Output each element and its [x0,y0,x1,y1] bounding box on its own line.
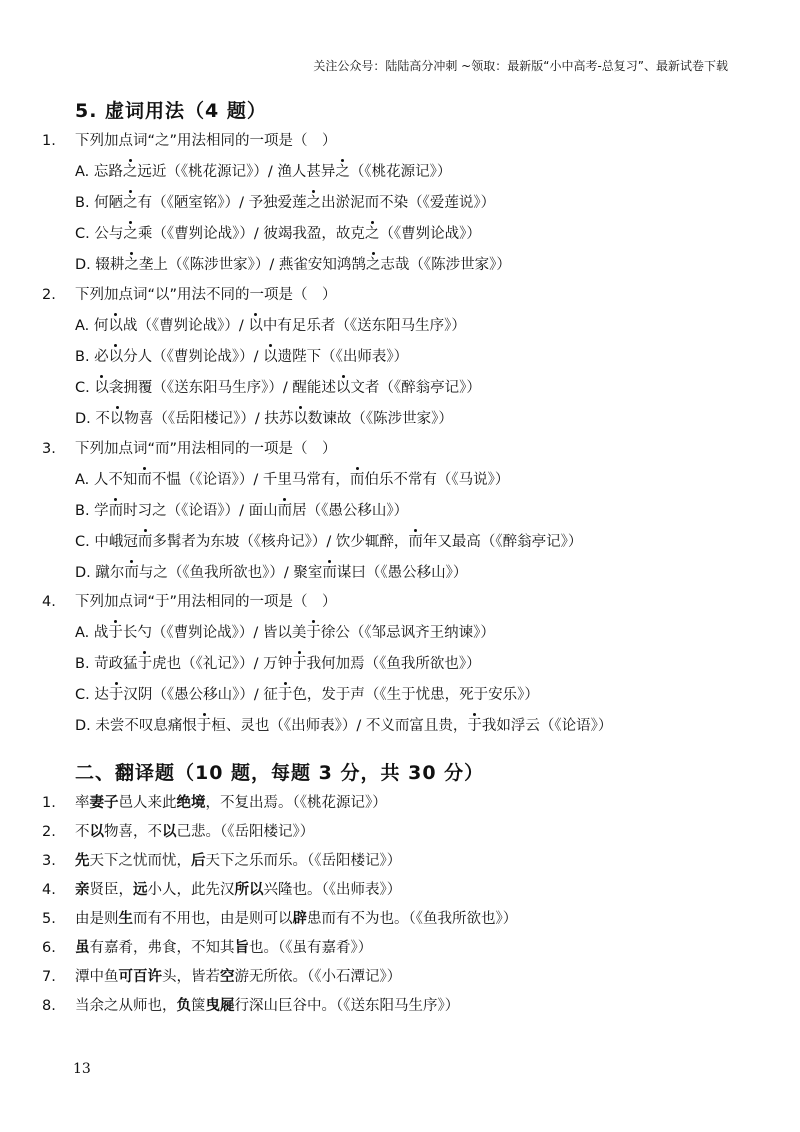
option-text [75,685,539,705]
section-2-title: 二、翻译题（10 题，每题 3 分，共 30 分） [75,762,485,784]
key-word: 以 [162,824,177,840]
option-part: A. 忘路 [75,164,123,180]
option-part: 徐公（《邹忌讽齐王纳谏》） [320,625,495,641]
option-part: B. 何陋 [75,195,124,211]
option-text [75,347,408,367]
item-part: 箧 [191,998,206,1014]
option-part: D. 蹴尔 [75,565,125,581]
item-part: 当余之从师也， [75,998,177,1014]
item-part: 贤臣， [89,882,133,898]
option-part: B. 必 [75,349,109,365]
key-word: 空 [220,969,235,985]
section-5-title: 5. 虚词用法（4 题） [75,100,267,122]
question-stem: 下列加点词“之”用法相同的一项是（ ） [75,133,337,149]
key-word: 可百许 [118,969,162,985]
item-part: 己悲。（《岳阳楼记》） [176,824,315,840]
option-part: C. 公与 [75,226,124,242]
option-part: 乘（《曹刿论战》）/ 彼竭我盈，故克 [137,226,365,242]
option-part: （《曹刿论战》） [379,226,481,242]
dotted-word: 而 [349,472,365,488]
option-part: 多髯者为东坡（《核舟记》）/ 饮少辄醉， [152,534,409,550]
option-part: 伯乐不常有（《马说》） [364,472,510,488]
option-part: C. 中峨冠 [75,534,138,550]
key-word: 先 [75,853,90,869]
dotted-word: 以 [108,349,124,365]
item-part: 有嘉肴，弗食，不知其 [89,940,235,956]
option-text [75,224,481,244]
dotted-word: 以 [248,318,263,334]
dotted-word: 之 [306,195,322,211]
option-text [75,162,451,182]
item-number: 7. [42,969,56,985]
option-part: 文者（《醉翁亭记》） [350,380,481,396]
option-part: 谋曰（《愚公移山》） [336,565,468,581]
item-text [75,938,372,958]
dotted-word: 以 [335,380,351,396]
option-part: 有（《陋室铭》）/ 予独爱莲 [137,195,307,211]
option-text [75,316,466,336]
dotted-word: 于 [108,625,123,641]
key-word: 绝境 [176,795,206,811]
dotted-word: 于 [292,656,307,672]
item-number: 4. [42,882,56,898]
dotted-word: 之 [335,164,350,180]
key-word: 曳屣 [205,998,235,1014]
item-part: 由是则 [75,911,119,927]
question-number: 4. [42,594,56,610]
option-part: B. 学 [75,503,109,519]
key-word: 妻子 [89,795,119,811]
option-part: D. 未尝不叹息痛恨 [75,718,197,734]
item-part: 患而有不为也。（《鱼我所欲也》） [307,911,518,927]
dotted-word: 而 [137,534,153,550]
key-word: 亲 [75,882,90,898]
dotted-word: 于 [306,625,321,641]
option-text [75,409,453,429]
option-text [75,193,495,213]
option-text [75,378,481,398]
dotted-word: 以 [263,349,278,365]
option-part: 我如浮云（《论语》） [481,718,613,734]
page-header: 关注公众号：陆陆高分冲刺 ~领取：最新版“小中高考-总复习”、最新试卷下载 [313,59,728,73]
option-part: 战（《曹刿论战》）/ [122,318,249,334]
dotted-word: 之 [122,164,138,180]
item-number: 5. [42,911,56,927]
question-stem: 下列加点词“于”用法相同的一项是（ ） [75,594,337,610]
item-part: 兴隆也。（《出师表》） [263,882,402,898]
option-part: 色，发于声（《生于忧患，死于安乐》） [292,687,539,703]
option-text [75,623,495,643]
option-part: 志哉（《陈涉世家》） [380,257,511,273]
key-word: 以 [89,824,104,840]
option-part: D. 不 [75,411,110,427]
option-part: 与之（《鱼我所欲也》）/ 聚室 [138,565,323,581]
item-number: 6. [42,940,56,956]
question-stem: 下列加点词“而”用法相同的一项是（ ） [75,441,337,457]
dotted-word: 以 [94,380,109,396]
key-word: 后 [191,853,206,869]
option-part: 中有足乐者（《送东阳马生序》） [262,318,466,334]
dotted-word: 而 [124,565,139,581]
item-part: 小人，此先汉 [147,882,235,898]
option-part: 出淤泥而不染（《爱莲说》） [321,195,496,211]
key-word: 远 [133,882,148,898]
option-text [75,654,481,674]
item-text [75,793,387,813]
page-number: 13 [73,1061,91,1077]
item-text [75,909,517,929]
option-part: A. 何 [75,318,109,334]
item-part: 也。（《虽有嘉肴》） [249,940,373,956]
key-word: 生 [118,911,133,927]
dotted-word: 以 [293,411,308,427]
dotted-word: 于 [137,656,153,672]
option-text [75,470,509,490]
question-number: 1. [42,133,56,149]
item-part: 行深山巨谷中。（《送东阳马生序》） [234,998,460,1014]
option-part: 我何加焉（《鱼我所欲也》） [306,656,481,672]
option-part: 不愠（《论语》）/ 千里马常有， [151,472,350,488]
item-part: 不 [75,824,90,840]
option-text [75,563,467,583]
item-number: 1. [42,795,56,811]
dotted-word: 于 [277,687,293,703]
item-part: 天下之忧而忧， [89,853,191,869]
dotted-word: 而 [277,503,293,519]
item-part: 天下之乐而乐。（《岳阳楼记》） [205,853,402,869]
dotted-word: 于 [467,718,482,734]
item-text [75,822,314,842]
key-word: 所以 [234,882,264,898]
item-part: 邑人来此 [118,795,177,811]
option-part: 垄上（《陈涉世家》）/ 燕雀安知鸿鹄 [138,257,366,273]
option-part: 桓、灵也（《出师表》）/ 不义而富且贵， [211,718,468,734]
item-part: 物喜，不 [104,824,162,840]
dotted-word: 而 [408,534,423,550]
option-part: 虎也（《礼记》）/ 万钟 [152,656,293,672]
dotted-word: 而 [322,565,337,581]
option-text [75,255,511,275]
option-part: C. [75,380,95,396]
option-text [75,716,612,736]
dotted-word: 之 [364,226,380,242]
dotted-word: 于 [108,687,124,703]
dotted-word: 而 [108,503,124,519]
dotted-word: 之 [365,257,381,273]
option-part: D. 辍耕 [75,257,125,273]
dotted-word: 以 [108,318,123,334]
dotted-word: 于 [196,718,212,734]
option-part: 数谏故（《陈涉世家》） [307,411,453,427]
item-part: ，不复出焉。（《桃花源记》） [205,795,387,811]
item-part: 潭中鱼 [75,969,119,985]
key-word: 负 [176,998,191,1014]
dotted-word: 之 [123,195,138,211]
option-part: 远近（《桃花源记》）/ 渔人甚异 [137,164,336,180]
option-part: A. 人不知 [75,472,138,488]
item-text [75,880,401,900]
dotted-word: 以 [109,411,125,427]
option-part: 长勺（《曹刿论战》）/ 皆以美 [122,625,307,641]
option-text [75,532,582,552]
option-part: 分人（《曹刿论战》）/ [123,349,264,365]
item-text [75,851,401,871]
option-text [75,501,408,521]
dotted-word: 而 [137,472,152,488]
option-part: 居（《愚公移山》） [292,503,409,519]
item-part: 头，皆若 [162,969,220,985]
question-number: 3. [42,441,56,457]
dotted-word: 之 [124,257,139,273]
item-text [75,996,459,1016]
option-part: 时习之（《论语》）/ 面山 [123,503,278,519]
option-part: 汉阴（《愚公移山》）/ 征 [123,687,278,703]
option-part: 物喜（《岳阳楼记》）/ 扶苏 [124,411,294,427]
option-part: （《桃花源记》） [349,164,452,180]
option-part: 遗陛下（《出师表》） [277,349,409,365]
option-part: C. 达 [75,687,109,703]
option-part: A. 战 [75,625,109,641]
item-part: 而有不用也，由是则可以 [133,911,293,927]
key-word: 旨 [234,940,249,956]
item-number: 2. [42,824,56,840]
option-part: B. 苛政猛 [75,656,138,672]
item-number: 3. [42,853,56,869]
item-text [75,967,401,987]
option-part: 年又最高（《醉翁亭记》） [422,534,583,550]
item-number: 8. [42,998,56,1014]
key-word: 辟 [292,911,307,927]
key-word: 虽 [75,940,90,956]
item-part: 率 [75,795,90,811]
dotted-word: 之 [123,226,138,242]
question-stem: 下列加点词“以”用法不同的一项是（ ） [75,287,337,303]
option-part: 衾拥覆（《送东阳马生序》）/ 醒能述 [108,380,336,396]
item-part: 游无所依。（《小石潭记》） [234,969,402,985]
question-number: 2. [42,287,56,303]
